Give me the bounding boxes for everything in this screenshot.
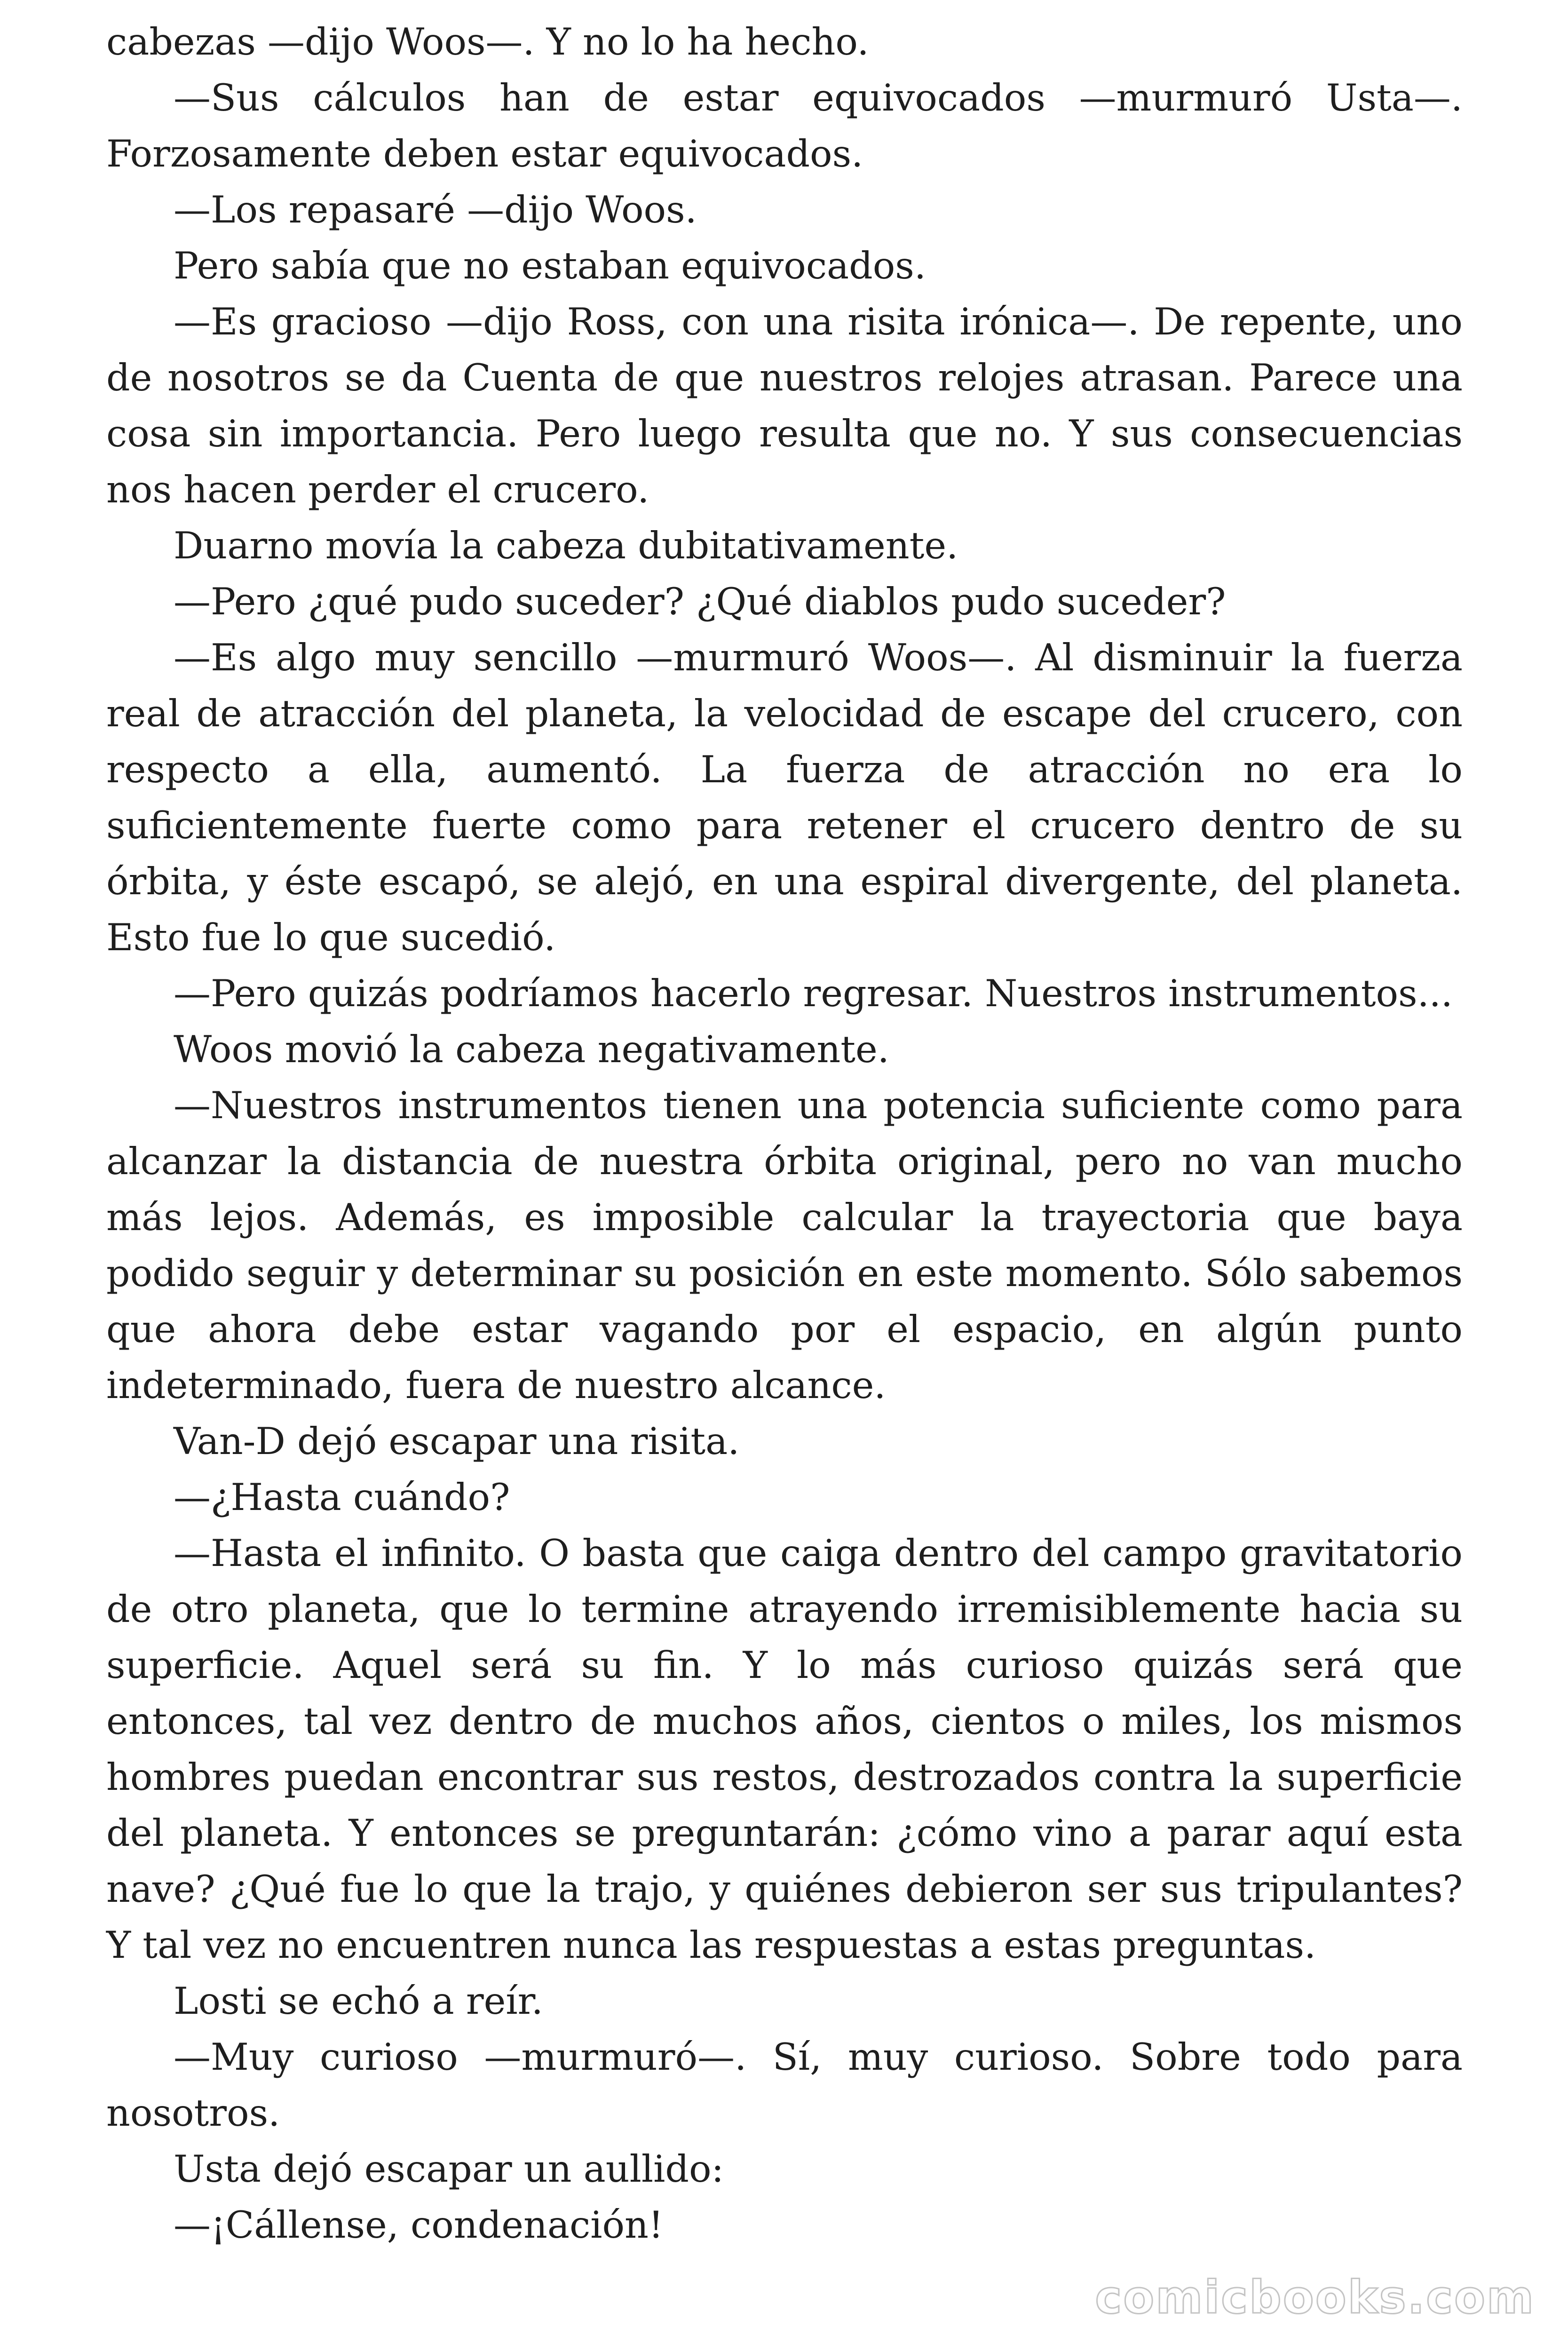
paragraph: Woos movió la cabeza negativamente. [174,1028,889,1071]
paragraph: —Es gracioso —dijo Ross, con una risita irónica—. De repente, uno de nosotros se da Cuenta de que nuestros relojes atrasan. Parece una cosa sin importancia. Pero luego resulta que no. Y sus consecuencias nos hacen perder el crucero. [106,300,1463,511]
paragraph: Van-D dejó escapar una risita. [174,1420,740,1463]
paragraph: —Sus cálculos han de estar equivocados —murmuró Usta—. Forzosamente deben estar equivocados. [106,76,1463,175]
paragraph: —Muy curioso —murmuró—. Sí, muy curioso. Sobre todo para nosotros. [106,2035,1463,2135]
watermark: comicbooks.com [1095,2271,1535,2324]
paragraph: —Es algo muy sencillo —murmuró Woos—. Al disminuir la fuerza real de atracción del planeta, la velocidad de escape del crucero, con respecto a ella, aumentó. La fuerza de atracción no era lo suficientemente fuerte como para retener el crucero dentro de su órbita, y éste escapó, se alejó, en una espiral divergente, del planeta. Esto fue lo que sucedió. [106,636,1463,959]
paragraph: —Los repasaré —dijo Woos. [174,188,697,231]
paragraph: —Pero ¿qué pudo suceder? ¿Qué diablos pudo suceder? [174,580,1226,623]
paragraph: cabezas —dijo Woos—. Y no lo ha hecho. [106,20,869,64]
paragraph: —¿Hasta cuándo? [174,1476,510,1519]
paragraph: —¡Cállense, condenación! [174,2203,664,2247]
paragraph: —Pero quizás podríamos hacerlo regresar. Nuestros instrumentos... [174,972,1453,1015]
paragraph: —Hasta el infinito. O basta que caiga dentro del campo gravitatorio de otro planeta, que lo termine atrayendo irremisiblemente hacia su superficie. Aquel será su fin. Y lo más curioso quizás será que entonces, tal vez dentro de muchos años, cientos o miles, los mismos hombres puedan encontrar sus restos, destrozados contra la superficie del planeta. Y entonces se preguntarán: ¿cómo vino a parar aquí esta nave? ¿Qué fue lo que la trajo, y quiénes debieron ser sus tripulantes? Y tal vez no encuentren nunca las respuestas a estas preguntas. [106,1532,1463,1967]
paragraph: —Nuestros instrumentos tienen una potencia suficiente como para alcanzar la distancia de nuestra órbita original, pero no van mucho más lejos. Además, es imposible calcular la trayectoria que baya podido seguir y determinar su posición en este momento. Sólo sabemos que ahora debe estar vagando por el espacio, en algún punto indeterminado, fuera de nuestro alcance. [106,1084,1463,1407]
paragraph: Losti se echó a reír. [174,1979,543,2023]
paragraph: Usta dejó escapar un aullido: [174,2147,724,2191]
paragraph: Pero sabía que no estaban equivocados. [174,244,926,287]
book-page-text [106,14,1463,2253]
paragraph: Duarno movía la cabeza dubitativamente. [174,524,958,567]
